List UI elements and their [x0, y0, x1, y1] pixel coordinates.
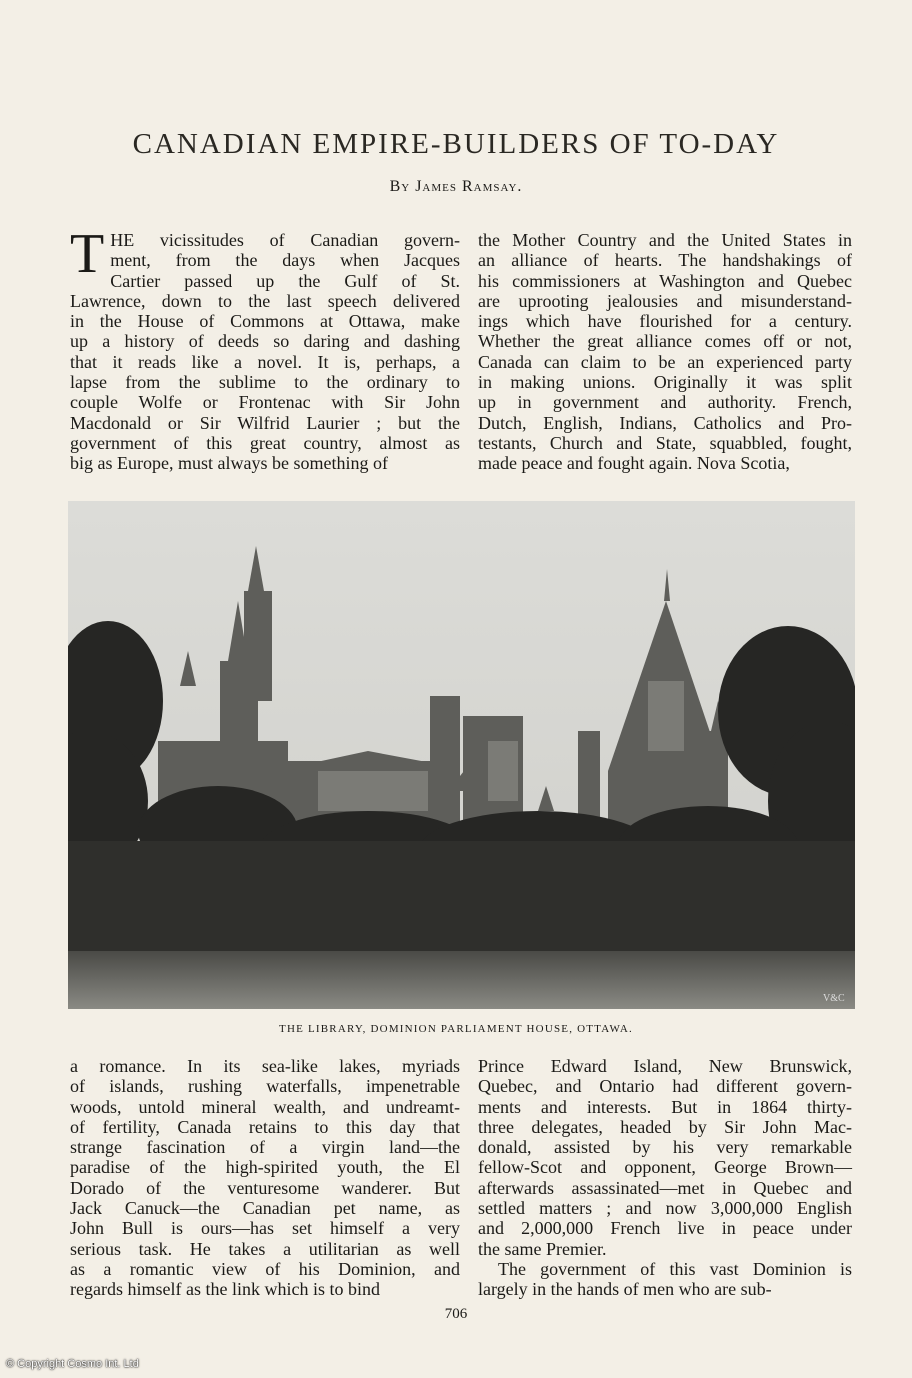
text-line: ings which have flourished for a century. — [478, 311, 852, 332]
parliament-library-photo — [68, 501, 855, 1009]
text-line: the Mother Country and the United States in — [478, 230, 852, 250]
text-line: HE vicissitudes of Canadian govern- — [110, 230, 460, 250]
text-line: testants, Church and State, squabbled, fought, — [478, 432, 852, 453]
text-line: donald, assisted by his very remarkable — [478, 1137, 852, 1158]
text-line: that it reads like a novel. It is, perhaps, a — [70, 351, 460, 372]
text-line: are uprooting jealousies and misunderstand- — [478, 290, 852, 311]
text-line: Quebec, and Ontario had different govern- — [478, 1076, 852, 1097]
text-line: largely in the hands of men who are sub- — [478, 1279, 772, 1300]
text-line: The government of this vast Dominion is — [498, 1258, 852, 1279]
text-line: up a history of deeds so daring and dashing — [70, 331, 460, 352]
column-left-bottom — [70, 1056, 460, 1300]
text-line: settled matters ; and now 3,000,000 English — [478, 1198, 852, 1219]
drop-cap: T — [70, 223, 105, 285]
text-line: Cartier passed up the Gulf of St. — [110, 270, 460, 291]
text-line: an alliance of hearts. The handshakings of — [478, 250, 852, 271]
text-line: fellow-Scot and opponent, George Brown— — [478, 1157, 852, 1178]
text-line: strange fascination of a virgin land—the — [70, 1137, 460, 1158]
text-line: lapse from the sublime to the ordinary to — [70, 372, 460, 393]
text-line: John Bull is ours—has set himself a very — [70, 1218, 460, 1239]
text-line: paradise of the high-spirited youth, the El — [70, 1157, 460, 1178]
column-right-bottom — [478, 1056, 852, 1300]
text-line: of islands, rushing waterfalls, impenetrable — [70, 1076, 460, 1097]
text-line: Lawrence, down to the last speech delivered — [70, 290, 460, 311]
text-line: a romance. In its sea-like lakes, myriads — [70, 1056, 460, 1076]
column-right-top — [478, 230, 852, 474]
text-line: regards himself as the link which is to bind — [70, 1279, 380, 1300]
text-line: his commissioners at Washington and Quebec — [478, 270, 852, 291]
text-line: three delegates, headed by Sir John Mac- — [478, 1116, 852, 1137]
text-line: serious task. He takes a utilitarian as well — [70, 1238, 460, 1259]
photo-signature: V&C — [823, 993, 845, 1004]
text-line: the same Premier. — [478, 1238, 607, 1259]
text-line: Dutch, English, Indians, Catholics and Pro- — [478, 412, 852, 433]
text-line: and 2,000,000 French live in peace under — [478, 1218, 852, 1239]
text-line: ments and interests. But in 1864 thirty- — [478, 1096, 852, 1117]
text-line: government of this great country, almost as — [70, 432, 460, 453]
text-line: Canada can claim to be an experienced party — [478, 351, 852, 372]
text-line: in the House of Commons at Ottawa, make — [70, 311, 460, 332]
text-line: Dorado of the venturesome wanderer. But — [70, 1177, 460, 1198]
text-line: up in government and authority. French, — [478, 392, 852, 413]
photo-caption: THE LIBRARY, DOMINION PARLIAMENT HOUSE, OTTAWA. — [279, 1023, 633, 1035]
text-line: Macdonald or Sir Wilfrid Laurier ; but the — [70, 412, 460, 433]
text-line: ment, from the days when Jacques — [110, 250, 460, 271]
column-left-top — [70, 223, 460, 474]
text-line: Prince Edward Island, New Brunswick, — [478, 1056, 852, 1076]
article-title: CANADIAN EMPIRE-BUILDERS OF TO-DAY — [132, 128, 780, 160]
text-line: in making unions. Originally it was split — [478, 372, 852, 393]
text-line: Whether the great alliance comes off or not, — [478, 331, 852, 352]
article-byline: By James Ramsay. — [389, 178, 523, 195]
text-line: afterwards assassinated—met in Quebec and — [478, 1177, 852, 1198]
text-line: Jack Canuck—the Canadian pet name, as — [70, 1198, 460, 1219]
copyright-watermark: © Copyright Cosmo Int. Ltd — [6, 1358, 139, 1370]
text-line: couple Wolfe or Frontenac with Sir John — [70, 392, 460, 413]
text-line: of fertility, Canada retains to this day that — [70, 1116, 460, 1137]
text-line: big as Europe, must always be something of — [70, 453, 388, 474]
text-line: as a romantic view of his Dominion, and — [70, 1258, 460, 1279]
text-line: made peace and fought again. Nova Scotia, — [478, 453, 790, 474]
page-number: 706 — [444, 1306, 468, 1322]
text-line: woods, untold mineral wealth, and undreamt- — [70, 1096, 460, 1117]
